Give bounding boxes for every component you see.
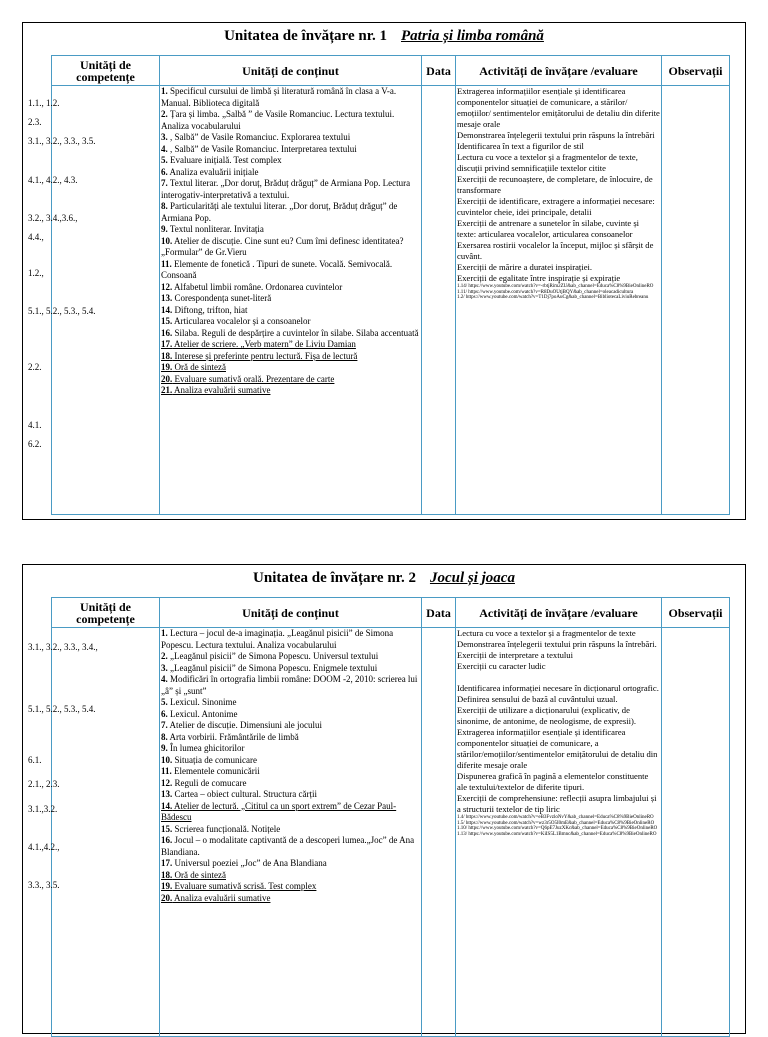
content-item-number: 19. xyxy=(161,881,173,891)
content-item xyxy=(161,178,420,201)
content-item-number: 4. xyxy=(161,674,168,684)
content-item xyxy=(161,858,420,870)
activity-item: Exerciții de mărire a duratei inspirației. xyxy=(457,262,593,272)
unit-2-header-competences: Unități de competențe xyxy=(52,598,160,628)
content-item xyxy=(161,132,420,144)
content-item xyxy=(161,362,420,374)
competence-item: 2.3. xyxy=(28,117,42,127)
content-item-text: Elementele comunicării xyxy=(171,766,260,776)
competence-item: 4.4., xyxy=(28,232,44,242)
content-item-text: Reguli de comucare xyxy=(172,777,247,788)
content-item-number: 3. xyxy=(161,132,168,142)
competence-item: 4.1. xyxy=(28,420,42,430)
content-item-text: Universul poeziei „Joc” de Ana Blandiana xyxy=(172,858,327,868)
competence-item: 1.1., 1.2. xyxy=(28,98,60,108)
unit-2-theme: Jocul și joaca xyxy=(429,570,515,586)
content-item-number: 8. xyxy=(161,731,168,742)
content-item xyxy=(161,282,420,294)
unit-1-header-date: Data xyxy=(422,56,456,86)
content-item-number: 6. xyxy=(161,708,168,719)
content-item-text: Atelier de discuție. Dimensiuni ale jocului xyxy=(167,720,322,730)
activity-item: Exerciții de egalitate între inspirație și expirație xyxy=(457,273,621,283)
content-item-number: 14. xyxy=(161,800,173,811)
content-item-number: 14. xyxy=(161,304,173,315)
content-item-text: Textul literar. „Dor doruț, Brăduț drăguț” de Armiana Pop. Lectura interogativ-interpretativă a textului. xyxy=(161,178,411,200)
activity-item: Lectura cu voce a textelor și a fragmentelor de texte xyxy=(457,628,636,638)
unit-1-label: Unitatea de învățare nr. 1 xyxy=(224,28,387,44)
unit-2-header-contents: Unități de conținut xyxy=(160,598,422,628)
activity-item: Exerciții de comprehensiune: reflecții asupra limbajului și a structurii textelor de tip liric xyxy=(457,793,657,814)
content-item xyxy=(161,755,420,767)
content-item xyxy=(161,305,420,317)
content-item-number: 18. xyxy=(161,869,173,880)
competence-item: 4.1.,4.2., xyxy=(28,842,60,852)
content-item-number: 13. xyxy=(161,789,173,799)
content-item-text: Textul nonliterar. Invitația xyxy=(167,224,264,234)
content-item-text: Elemente de fonetică . Tipuri de sunete. Vocală. Semivocală. Consoană xyxy=(161,258,393,280)
competence-item: 3.1., 3.2., 3.3., 3.5. xyxy=(28,136,96,146)
competence-item: 3.3., 3.5. xyxy=(28,880,60,890)
content-item-number: 7. xyxy=(161,720,168,730)
content-item-number: 16. xyxy=(161,327,173,338)
activity-item: Lectura cu voce a textelor și a fragmentelor de texte, discuții privind semnificațiile textelor citite xyxy=(457,152,638,173)
content-item xyxy=(161,824,420,836)
content-item-text: , Salbă” de Vasile Romanciuc. Explorarea textului xyxy=(167,132,351,142)
content-item xyxy=(161,374,420,386)
content-item-text: Țara și limba. „Salbă ” de Vasile Romanciuc. Lectura textului. Analiza vocabularului xyxy=(161,109,395,131)
content-item xyxy=(161,697,420,709)
content-item-number: 16. xyxy=(161,835,173,845)
content-item xyxy=(161,789,420,801)
content-item-text: Lectura – jocul de-a imaginația. „Leagănul pisicii” de Simona Popescu. Lectura textului. Analiza vocabularului xyxy=(161,628,394,650)
competence-item: 6.1. xyxy=(28,755,42,765)
content-item-text: Evaluare sumativă scrisă. Test complex xyxy=(172,881,317,891)
content-item xyxy=(161,259,420,282)
content-item-number: 12. xyxy=(161,777,173,788)
content-item xyxy=(161,167,420,179)
content-item-text: „Leagănul pisicii” de Simona Popescu. Enigmele textului xyxy=(167,662,378,673)
unit-2-date-cell[interactable] xyxy=(422,628,456,1037)
content-item xyxy=(161,86,420,109)
content-item xyxy=(161,328,420,340)
content-item-number: 6. xyxy=(161,166,168,177)
content-item-text: Oră de sinteză xyxy=(172,869,226,880)
content-item-text: „Leagănul pisicii” de Simona Popescu. Universul textului xyxy=(167,651,379,661)
competence-item: 1.2., xyxy=(28,268,44,278)
content-item-number: 15. xyxy=(161,316,173,326)
content-item-text: Lexicul. Antonime xyxy=(167,708,238,719)
activity-item: Exerciții de identificare, extragere a informației necesare: cuvintelor cheie, idei principale, detalii xyxy=(457,196,655,217)
content-item xyxy=(161,651,420,663)
unit-2-label: Unitatea de învățare nr. 2 xyxy=(253,570,416,586)
content-item-text: , Salbă” de Vasile Romanciuc. Interpretarea textului xyxy=(167,143,357,154)
content-item xyxy=(161,893,420,905)
content-item-text: În lumea ghicitorilor xyxy=(167,743,245,753)
content-item-text: Scrierea funcțională. Notițele xyxy=(172,823,281,834)
content-item-number: 5. xyxy=(161,155,168,165)
resource-link[interactable]: 1.10/ https://www.youtube.com/watch?v=Q6pE7JuzXKc&ab_channel=Educa%C8%9BieOnlineRO xyxy=(457,826,658,832)
content-item-text: Atelier de discuție. Cine sunt eu? Cum îmi definesc identitatea? „Formular” de Gr.Vieru xyxy=(161,235,404,257)
activity-item: Exerciții de antrenare a sunetelor în silabe, cuvinte și texte: articularea vocalelor, articularea consoanelor xyxy=(457,218,640,239)
unit-1-header-competences: Unități de competențe xyxy=(52,56,160,86)
content-item xyxy=(161,385,420,397)
content-item xyxy=(161,144,420,156)
content-item-text: Diftong, trifton, hiat xyxy=(172,304,248,315)
content-item-text: Articularea vocalelor și a consoanelor xyxy=(172,316,311,326)
activity-item xyxy=(457,672,660,683)
content-item xyxy=(161,109,420,132)
activity-item: Exerciții de utilizare a dicționarului (explicativ, de sinonime, de antonime, de neologisme, de expresii). xyxy=(457,705,636,726)
content-item xyxy=(161,881,420,893)
content-item xyxy=(161,224,420,236)
competence-item: 3.2., 3.4.,3.6., xyxy=(28,213,78,223)
content-item xyxy=(161,778,420,790)
content-item xyxy=(161,628,420,651)
content-item xyxy=(161,155,420,167)
content-item-text: Alfabetul limbii române. Ordonarea cuvintelor xyxy=(172,281,343,292)
content-item-text: Evaluare inițială. Test complex xyxy=(167,155,282,165)
unit-1-activities-cell xyxy=(456,86,662,515)
activity-item: Exerciții de recunoaștere, de completare, de înlocuire, de transformare xyxy=(457,174,653,195)
unit-1-header-contents: Unități de conținut xyxy=(160,56,422,86)
unit-2-observations-cell[interactable] xyxy=(662,628,730,1037)
content-item-number: 9. xyxy=(161,224,168,234)
content-item-number: 21. xyxy=(161,385,173,395)
content-item-number: 20. xyxy=(161,892,173,903)
content-item-text: Analiza evaluării inițiale xyxy=(167,166,259,177)
unit-1-header-activities: Activități de învățare /evaluare xyxy=(456,56,662,86)
content-item xyxy=(161,351,420,363)
unit-2-header-date: Data xyxy=(422,598,456,628)
resource-link[interactable]: 1.11/ https://www.youtube.com/watch?v=R8DuOUtjBQY&ab_channel=oleacadicultura xyxy=(457,289,634,295)
unit-2-header-observations: Observații xyxy=(662,598,730,628)
content-item xyxy=(161,663,420,675)
activity-item: Exerciții cu caracter ludic xyxy=(457,661,546,671)
content-item-number: 1. xyxy=(161,628,168,638)
unit-2-contents-cell xyxy=(160,628,422,1037)
activity-item: Demonstrarea înțelegerii textului prin răspuns la întrebări xyxy=(457,130,655,140)
content-item-text: Oră de sinteză xyxy=(172,362,226,372)
content-item-number: 4. xyxy=(161,143,168,154)
content-item-text: Arta vorbirii. Frământările de limbă xyxy=(167,731,299,742)
resource-link[interactable]: 1.13/ https://www.youtube.com/watch?v=KiIS5L1Bmnc&ab_channel=Educa%C8%9BieOnlineRO xyxy=(457,831,657,837)
content-item-number: 2. xyxy=(161,651,168,661)
unit-1-observations-cell[interactable] xyxy=(662,86,730,515)
content-item xyxy=(161,743,420,755)
content-item-number: 3. xyxy=(161,662,168,673)
unit-1-date-cell[interactable] xyxy=(422,86,456,515)
content-item xyxy=(161,835,420,858)
activity-item: Identificarea în text a figurilor de stil xyxy=(457,141,584,151)
competence-item: 3.1.,3.2. xyxy=(28,804,58,814)
content-item-number: 9. xyxy=(161,743,168,753)
activity-item: Exerciții de interpretare a textului xyxy=(457,650,573,660)
content-item-text: Analiza evaluării sumative xyxy=(172,385,271,395)
content-item-number: 8. xyxy=(161,201,168,211)
content-item xyxy=(161,293,420,305)
content-item-text: Jocul – o modalitate captivantă de a descoperi lumea.„Joc” de Ana Blandiana. xyxy=(161,835,415,857)
resource-link[interactable]: 1.2/ https://www.youtube.com/watch?v=T1Dj7poAuCg&ab_channel=BibliotecaLiviuRebreanu xyxy=(457,295,649,301)
content-item-text: Cartea – obiect cultural. Structura cărții xyxy=(172,789,317,799)
content-item xyxy=(161,709,420,721)
activity-item: Identificarea informației necesare în dicționarul ortografic. xyxy=(457,683,659,693)
content-item-number: 17. xyxy=(161,339,173,349)
content-item-number: 20. xyxy=(161,373,173,384)
content-item-text: Evaluare sumativă orală. Prezentare de carte xyxy=(172,373,335,384)
content-item xyxy=(161,870,420,882)
content-item-number: 15. xyxy=(161,823,173,834)
content-item xyxy=(161,720,420,732)
activity-item: Demonstrarea înțelegerii textului prin răspuns la întrebări. xyxy=(457,639,657,649)
content-item-number: 5. xyxy=(161,697,168,707)
content-item xyxy=(161,339,420,351)
content-item-number: 11. xyxy=(161,766,172,776)
content-item-text: Interese și preferinte pentru lectură. Fișa de lectură xyxy=(172,350,358,361)
unit-2-competence-list xyxy=(0,0,160,1024)
competence-item: 2.2. xyxy=(28,362,42,372)
resource-link[interactable]: 1.14/ https://www.youtube.com/watch?v=-rbtjRim2ZU&ab_channel=Educa%C8%9BieOnlineRO xyxy=(457,284,654,289)
competence-item: 4.1., 4.2., 4.3. xyxy=(28,175,78,185)
content-item-text: Situația de comunicare xyxy=(172,754,257,765)
activity-item: Exersarea rostirii vocalelor la început, mijloc și sfârșit de cuvânt. xyxy=(457,240,654,261)
content-item-number: 11. xyxy=(161,258,172,269)
content-item xyxy=(161,316,420,328)
content-item-number: 18. xyxy=(161,350,173,361)
content-item xyxy=(161,801,420,824)
activity-item: Definirea sensului de bază al cuvântului uzual. xyxy=(457,694,618,704)
content-item xyxy=(161,732,420,744)
content-item xyxy=(161,766,420,778)
competence-item: 5.1., 5.2., 5.3., 5.4. xyxy=(28,306,96,316)
content-item-text: Silaba. Reguli de despărțire a cuvintelor în silabe. Silaba accentuată xyxy=(172,327,419,338)
unit-2-activities-cell xyxy=(456,628,662,1037)
content-item-text: Specificul cursului de limbă și literatură română în clasa a V-a. Manual. Biblioteca digitală xyxy=(161,86,397,108)
unit-1-header-observations: Observații xyxy=(662,56,730,86)
content-item-number: 13. xyxy=(161,293,173,303)
content-item xyxy=(161,236,420,259)
content-item xyxy=(161,674,420,697)
content-item-number: 1. xyxy=(161,86,168,96)
content-item-number: 7. xyxy=(161,178,168,188)
activity-item: Extragerea informațiilor esențiale și identificarea componentelor situației de comunicare, a stărilor/emoțiilor/sentimentelor emițătorului de detaliu din diferite mesaje orale xyxy=(457,727,658,770)
competence-item: 3.1., 3.2., 3.3., 3.4., xyxy=(28,642,98,652)
content-item-number: 17. xyxy=(161,858,173,868)
content-item-text: Corespondența sunet-literă xyxy=(172,293,272,303)
activity-item: Extragerea informațiilor esențiale și identificarea componentelor situației de comunicare, a stărilor/ emoțiilor/ sentimentelor emițătorului de detaliu din diferite mesaje orale xyxy=(457,86,660,129)
content-item-number: 10. xyxy=(161,754,173,765)
content-item-text: Analiza evaluării sumative xyxy=(172,892,271,903)
competence-item: 6.2. xyxy=(28,439,42,449)
content-item-text: Modificări în ortografia limbii române: DOOM -2, 2010: scrierea lui „â” și „sunt” xyxy=(161,674,418,696)
content-item-number: 12. xyxy=(161,281,173,292)
content-item-text: Lexicul. Sinonime xyxy=(167,697,237,707)
unit-1-theme: Patria și limba română xyxy=(400,28,544,44)
activity-item: Dispunerea grafică în pagină a elementelor constituente ale textului/textelor de diferite tipuri. xyxy=(457,771,649,792)
content-item-text: Atelier de scriere. „Verb matern” de Liviu Damian xyxy=(172,339,356,349)
unit-1-contents-cell xyxy=(160,86,422,515)
resource-link[interactable]: 1.4/ https://www.youtube.com/watch?v=eB3FvzloNvY&ab_channel=Educa%C8%9BieOnlineRO xyxy=(457,815,654,820)
content-item-text: Atelier de lectură. „Cititul ca un sport extrem” de Cezar Paul-Bădescu xyxy=(161,800,397,822)
unit-2-header-activities: Activități de învățare /evaluare xyxy=(456,598,662,628)
content-item-number: 19. xyxy=(161,362,173,372)
content-item-number: 2. xyxy=(161,109,168,119)
content-item-text: Particularități ale textului literar. „Dor doruț, Brăduț drăguț” de Armiana Pop. xyxy=(161,201,398,223)
competence-item: 2.1., 2.3. xyxy=(28,779,60,789)
resource-link[interactable]: 1.5/ https://www.youtube.com/watch?v=wz3r5O5I0mE&ab_channel=Educa%C8%9BieOnlineRO xyxy=(457,820,655,826)
content-item-number: 10. xyxy=(161,235,173,246)
competence-item: 5.1., 5.2., 5.3., 5.4. xyxy=(28,704,96,714)
content-item xyxy=(161,201,420,224)
